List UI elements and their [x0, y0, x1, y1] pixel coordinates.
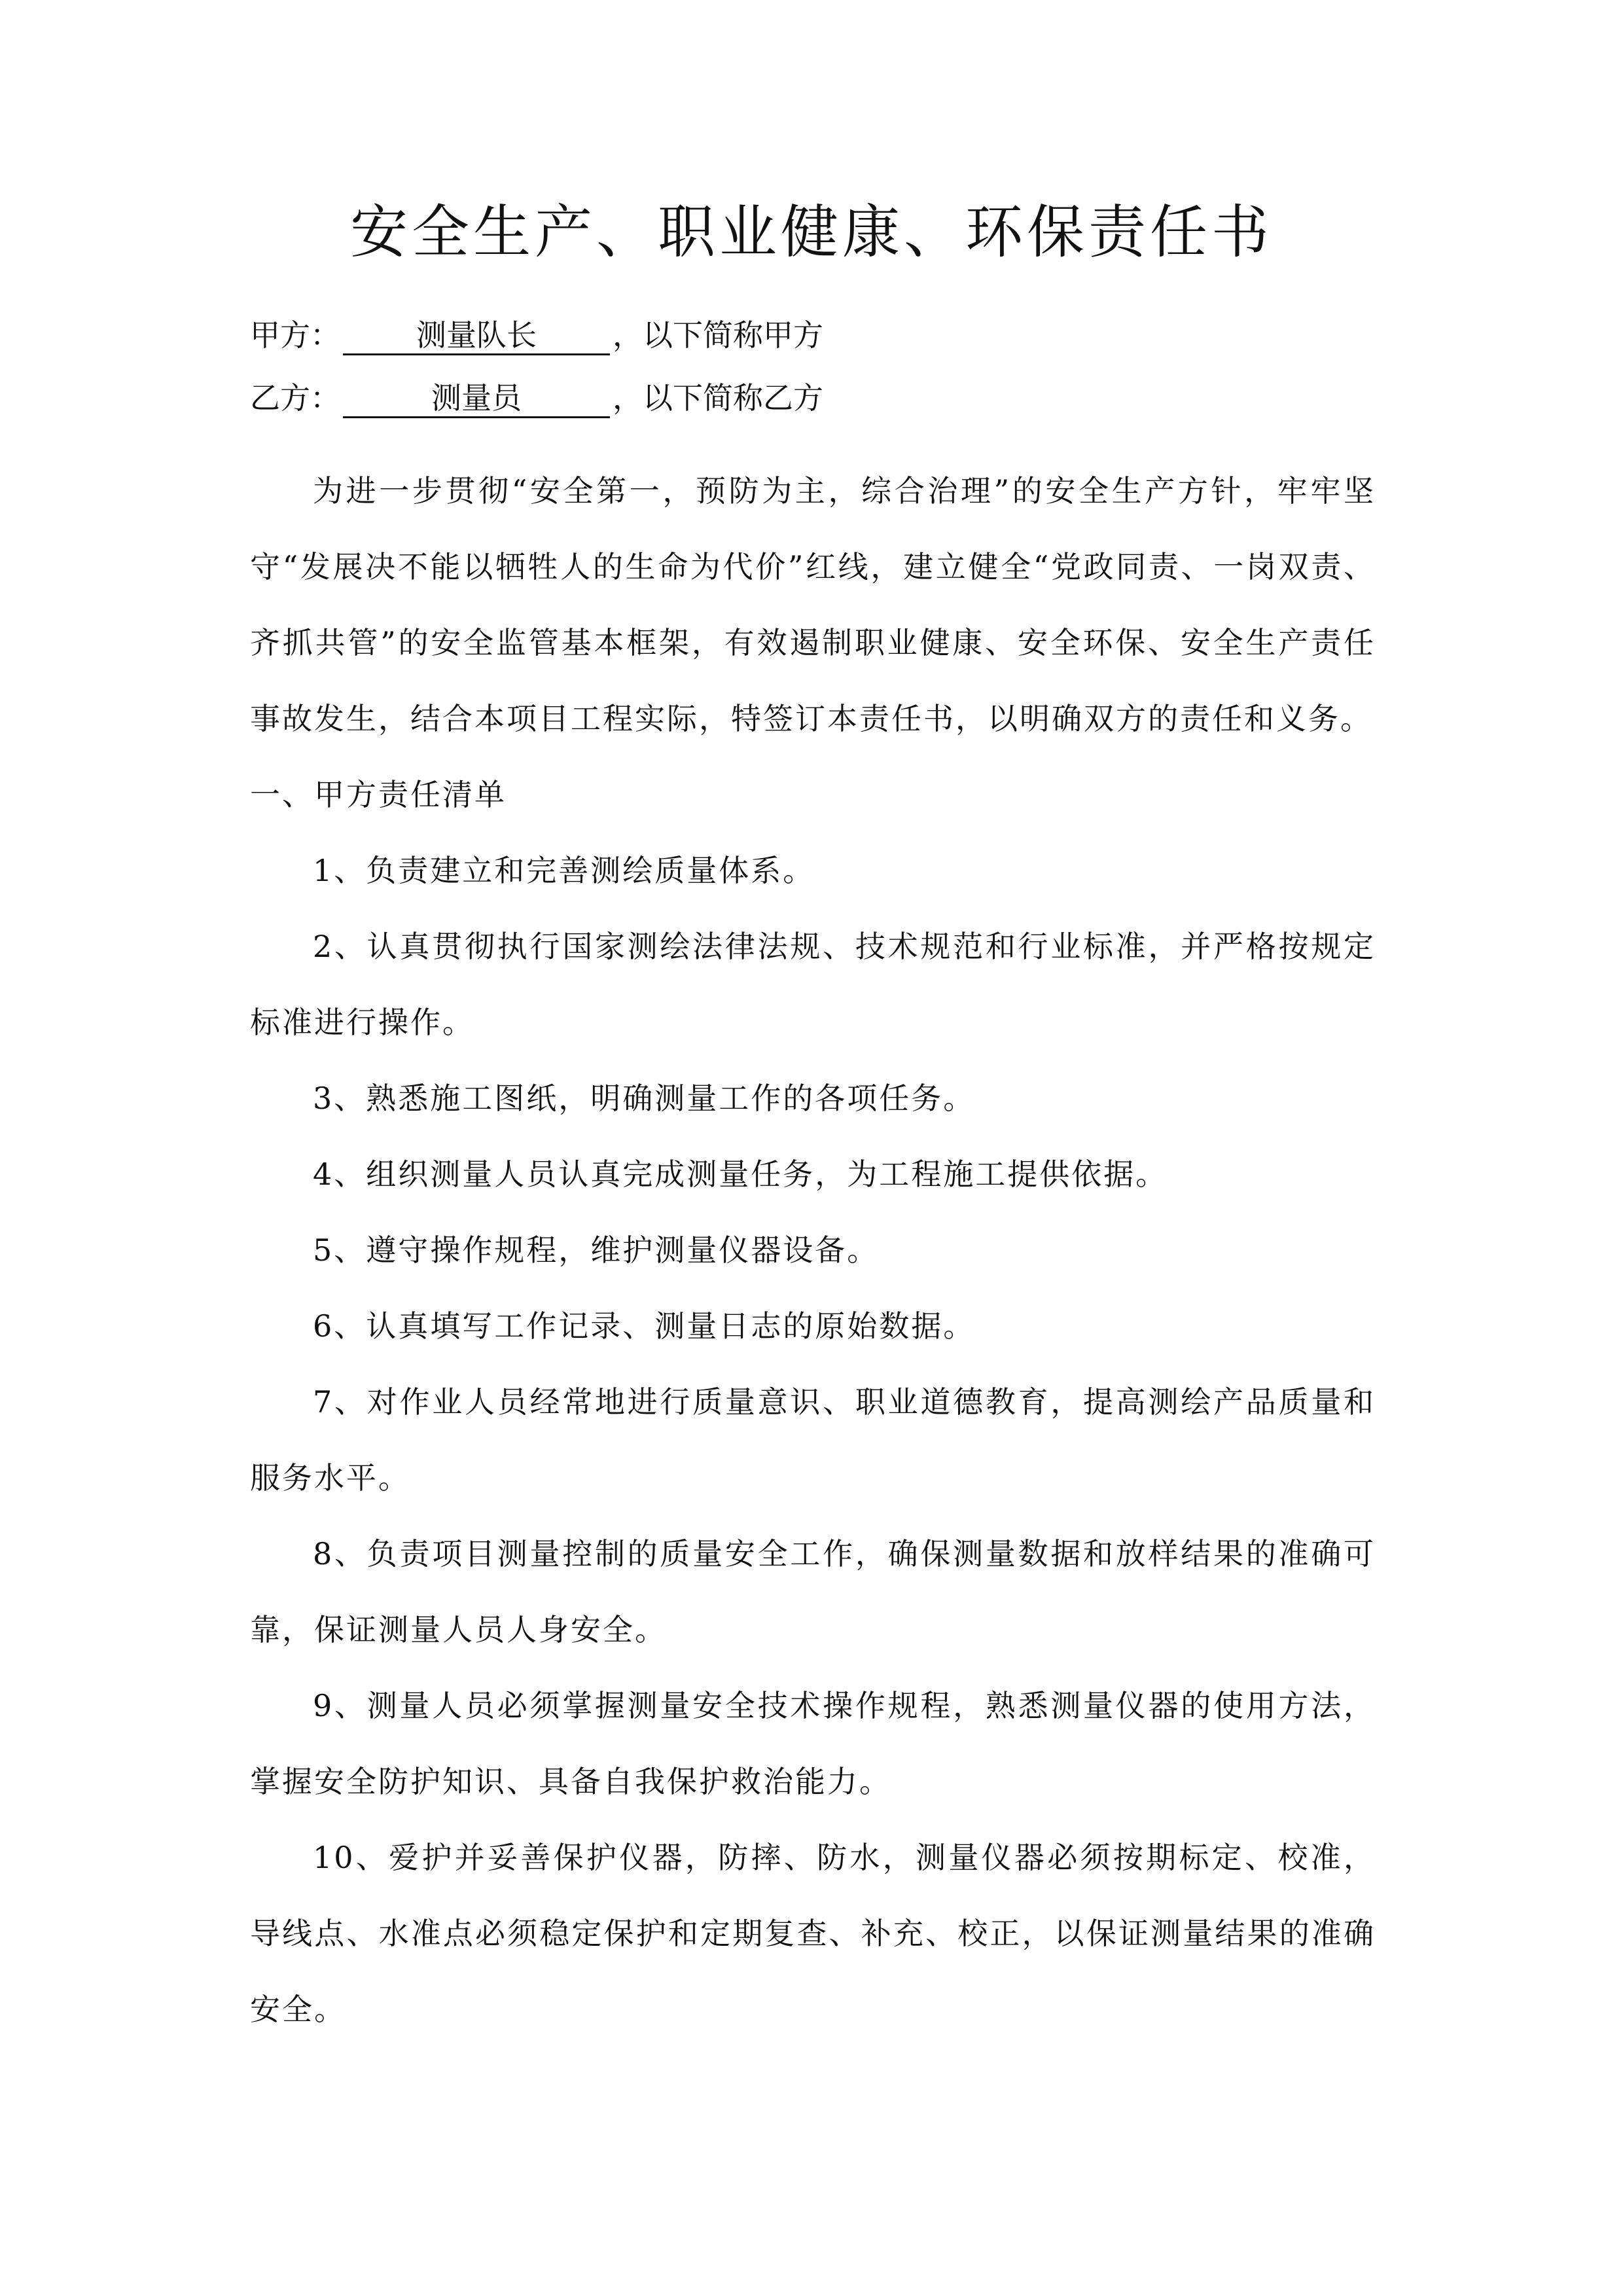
party-a-line [250, 314, 823, 356]
party-a-label: 甲方： [250, 317, 340, 353]
list-item: 4、组织测量人员认真完成测量任务，为工程施工提供依据。 [313, 1157, 1168, 1192]
list-item: 8、负责项目测量控制的质量安全工作，确保测量数据和放样结果的准确可靠，保证测量人员人身安全。 [250, 1536, 1376, 1647]
party-a-name: 测量队长 [343, 317, 610, 355]
list-item: 5、遵守操作规程，维护测量仪器设备。 [313, 1232, 880, 1268]
document-body [250, 453, 1376, 2047]
list-item: 9、测量人员必须掌握测量安全技术操作规程，熟悉测量仪器的使用方法，掌握安全防护知识、具备自我保护救治能力。 [250, 1688, 1376, 1799]
list-item: 2、认真贯彻执行国家测绘法律法规、技术规范和行业标准，并严格按规定标准进行操作。 [250, 929, 1376, 1040]
intro-paragraph: 为进一步贯彻“安全第一，预防为主，综合治理”的安全生产方针，牢牢坚守“发展决不能以牺牲人的生命为代价”红线，建立健全“党政同责、一岗双责、齐抓共管”的安全监管基本框架，有效遏制职业健康、安全环保、安全生产责任事故发生，结合本项目工程实际，特签订本责任书，以明确双方的责任和义务。 [250, 473, 1376, 736]
party-b-line [250, 377, 823, 419]
list-item: 7、对作业人员经常地进行质量意识、职业道德教育，提高测绘产品质量和服务水平。 [250, 1384, 1376, 1496]
party-a-suffix: ，以下简称甲方 [613, 317, 823, 353]
party-b-suffix: ，以下简称乙方 [613, 380, 823, 416]
party-b-label: 乙方： [250, 380, 340, 416]
list-item: 10、爱护并妥善保护仪器，防摔、防水，测量仪器必须按期标定、校准，导线点、水准点必须稳定保护和定期复查、补充、校正，以保证测量结果的准确安全。 [250, 1840, 1376, 2027]
section-heading: 一、甲方责任清单 [250, 777, 507, 812]
document-title: 安全生产、职业健康、环保责任书 [349, 198, 1273, 266]
list-item: 6、认真填写工作记录、测量日志的原始数据。 [313, 1308, 976, 1344]
list-item: 1、负责建立和完善测绘质量体系。 [313, 853, 815, 888]
party-b-name: 测量员 [343, 380, 610, 418]
list-item: 3、熟悉施工图纸，明确测量工作的各项任务。 [313, 1081, 976, 1116]
